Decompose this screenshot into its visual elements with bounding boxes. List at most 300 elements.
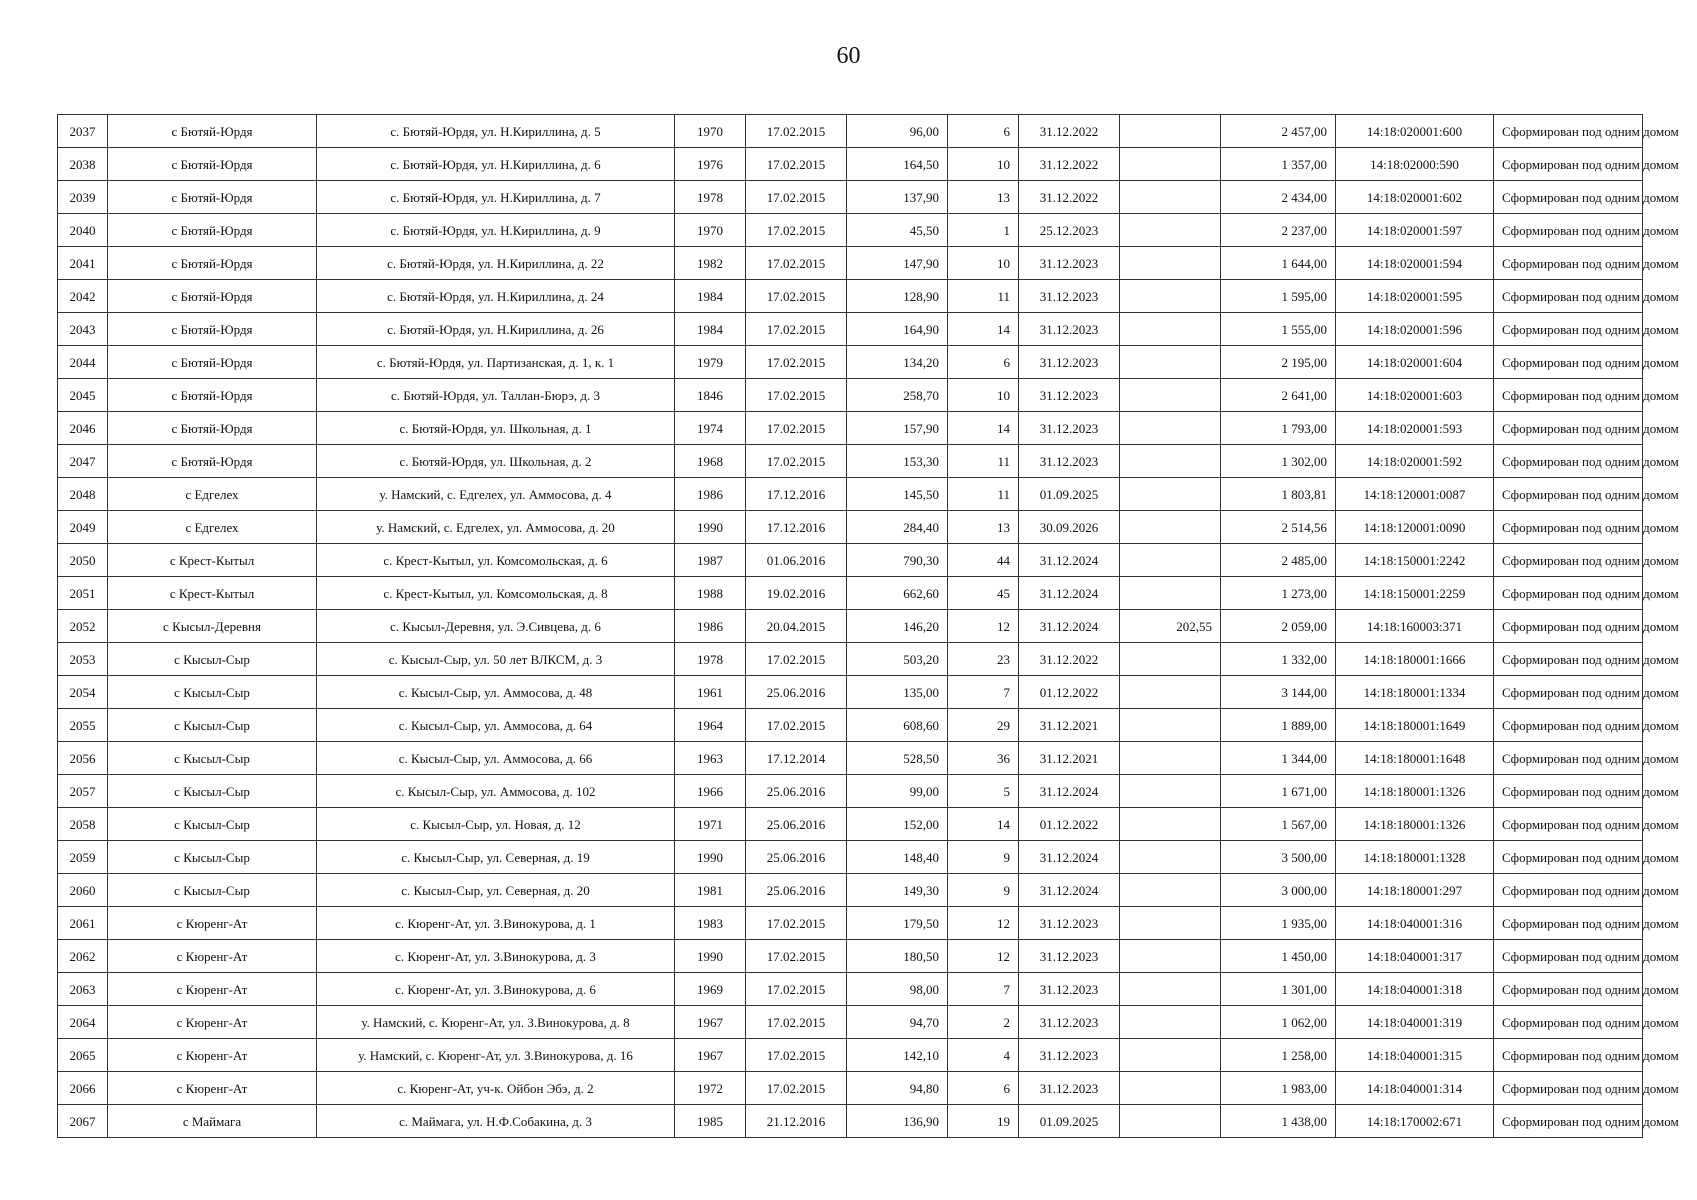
residents-count-cell: 12 xyxy=(948,610,1019,643)
residents-count-cell: 6 xyxy=(948,346,1019,379)
settlement-cell: с Кысыл-Сыр xyxy=(108,874,317,907)
area-cell: 128,90 xyxy=(847,280,948,313)
deadline-cell: 31.12.2024 xyxy=(1019,874,1120,907)
address-cell: у. Намский, с. Кюренг-Ат, ул. З.Винокурова, д. 16 xyxy=(317,1039,675,1072)
area-cell: 98,00 xyxy=(847,973,948,1006)
cadastral-number-cell: 14:18:020001:602 xyxy=(1336,181,1494,214)
row-number-cell: 2062 xyxy=(58,940,108,973)
cadastral-number-cell: 14:18:160003:371 xyxy=(1336,610,1494,643)
land-area-cell: 1 671,00 xyxy=(1221,775,1336,808)
settlement-cell: с Бютяй-Юрдя xyxy=(108,115,317,148)
build-year-cell: 1985 xyxy=(675,1105,746,1138)
land-area-cell: 1 357,00 xyxy=(1221,148,1336,181)
settlement-cell: с Кюренг-Ат xyxy=(108,940,317,973)
extra-area-cell xyxy=(1120,1006,1221,1039)
recognition-date-cell: 17.02.2015 xyxy=(746,445,847,478)
build-year-cell: 1964 xyxy=(675,709,746,742)
settlement-cell: с Едгелех xyxy=(108,478,317,511)
land-area-cell: 1 450,00 xyxy=(1221,940,1336,973)
build-year-cell: 1970 xyxy=(675,115,746,148)
area-cell: 164,90 xyxy=(847,313,948,346)
note-cell: Сформирован под одним домом xyxy=(1494,577,1643,610)
land-area-cell: 1 567,00 xyxy=(1221,808,1336,841)
recognition-date-cell: 17.02.2015 xyxy=(746,907,847,940)
build-year-cell: 1972 xyxy=(675,1072,746,1105)
address-cell: с. Бютяй-Юрдя, ул. Н.Кириллина, д. 6 xyxy=(317,148,675,181)
address-cell: с. Кюренг-Ат, ул. З.Винокурова, д. 3 xyxy=(317,940,675,973)
residents-count-cell: 6 xyxy=(948,1072,1019,1105)
deadline-cell: 31.12.2024 xyxy=(1019,610,1120,643)
settlement-cell: с Кысыл-Сыр xyxy=(108,742,317,775)
area-cell: 99,00 xyxy=(847,775,948,808)
cadastral-number-cell: 14:18:120001:0087 xyxy=(1336,478,1494,511)
build-year-cell: 1984 xyxy=(675,313,746,346)
extra-area-cell xyxy=(1120,379,1221,412)
table-row xyxy=(58,775,1643,808)
row-number-cell: 2040 xyxy=(58,214,108,247)
extra-area-cell xyxy=(1120,247,1221,280)
settlement-cell: с Крест-Кытыл xyxy=(108,577,317,610)
address-cell: с. Бютяй-Юрдя, ул. Н.Кириллина, д. 7 xyxy=(317,181,675,214)
address-cell: с. Кюренг-Ат, ул. З.Винокурова, д. 6 xyxy=(317,973,675,1006)
deadline-cell: 31.12.2023 xyxy=(1019,940,1120,973)
land-area-cell: 1 793,00 xyxy=(1221,412,1336,445)
land-area-cell: 1 803,81 xyxy=(1221,478,1336,511)
extra-area-cell xyxy=(1120,940,1221,973)
settlement-cell: с Кысыл-Сыр xyxy=(108,808,317,841)
recognition-date-cell: 25.06.2016 xyxy=(746,841,847,874)
build-year-cell: 1990 xyxy=(675,841,746,874)
residents-count-cell: 7 xyxy=(948,973,1019,1006)
recognition-date-cell: 17.02.2015 xyxy=(746,115,847,148)
residents-count-cell: 5 xyxy=(948,775,1019,808)
residents-count-cell: 23 xyxy=(948,643,1019,676)
area-cell: 608,60 xyxy=(847,709,948,742)
area-cell: 258,70 xyxy=(847,379,948,412)
recognition-date-cell: 19.02.2016 xyxy=(746,577,847,610)
table-row xyxy=(58,1105,1643,1138)
residents-count-cell: 2 xyxy=(948,1006,1019,1039)
cadastral-number-cell: 14:18:180001:1648 xyxy=(1336,742,1494,775)
row-number-cell: 2060 xyxy=(58,874,108,907)
settlement-cell: с Кюренг-Ат xyxy=(108,907,317,940)
row-number-cell: 2065 xyxy=(58,1039,108,1072)
row-number-cell: 2051 xyxy=(58,577,108,610)
settlement-cell: с Кысыл-Сыр xyxy=(108,775,317,808)
cadastral-number-cell: 14:18:180001:297 xyxy=(1336,874,1494,907)
table-row xyxy=(58,181,1643,214)
build-year-cell: 1976 xyxy=(675,148,746,181)
land-area-cell: 3 144,00 xyxy=(1221,676,1336,709)
deadline-cell: 31.12.2024 xyxy=(1019,775,1120,808)
build-year-cell: 1990 xyxy=(675,511,746,544)
land-area-cell: 1 062,00 xyxy=(1221,1006,1336,1039)
settlement-cell: с Кысыл-Деревня xyxy=(108,610,317,643)
residents-count-cell: 13 xyxy=(948,181,1019,214)
cadastral-number-cell: 14:18:020001:594 xyxy=(1336,247,1494,280)
table-body xyxy=(58,115,1679,1138)
build-year-cell: 1981 xyxy=(675,874,746,907)
cadastral-number-cell: 14:18:020001:600 xyxy=(1336,115,1494,148)
build-year-cell: 1967 xyxy=(675,1039,746,1072)
note-cell: Сформирован под одним домом xyxy=(1494,148,1643,181)
row-number-cell: 2049 xyxy=(58,511,108,544)
row-number-cell: 2054 xyxy=(58,676,108,709)
address-cell: с. Кюренг-Ат, уч-к. Ойбон Эбэ, д. 2 xyxy=(317,1072,675,1105)
table-row xyxy=(58,676,1643,709)
area-cell: 152,00 xyxy=(847,808,948,841)
recognition-date-cell: 17.02.2015 xyxy=(746,940,847,973)
table-row xyxy=(58,214,1643,247)
deadline-cell: 31.12.2022 xyxy=(1019,115,1120,148)
deadline-cell: 31.12.2023 xyxy=(1019,1006,1120,1039)
land-area-cell: 1 273,00 xyxy=(1221,577,1336,610)
land-area-cell: 2 237,00 xyxy=(1221,214,1336,247)
note-cell: Сформирован под одним домом xyxy=(1494,610,1643,643)
address-cell: с. Кысыл-Сыр, ул. 50 лет ВЛКСМ, д. 3 xyxy=(317,643,675,676)
build-year-cell: 1968 xyxy=(675,445,746,478)
note-cell: Сформирован под одним домом xyxy=(1494,346,1643,379)
note-cell: Сформирован под одним домом xyxy=(1494,973,1643,1006)
cadastral-number-cell: 14:18:02000:590 xyxy=(1336,148,1494,181)
area-cell: 135,00 xyxy=(847,676,948,709)
deadline-cell: 31.12.2021 xyxy=(1019,742,1120,775)
address-cell: с. Кысыл-Сыр, ул. Аммосова, д. 102 xyxy=(317,775,675,808)
extra-area-cell xyxy=(1120,775,1221,808)
table-row xyxy=(58,808,1643,841)
recognition-date-cell: 17.12.2016 xyxy=(746,478,847,511)
settlement-cell: с Кюренг-Ат xyxy=(108,973,317,1006)
row-number-cell: 2067 xyxy=(58,1105,108,1138)
build-year-cell: 1966 xyxy=(675,775,746,808)
cadastral-number-cell: 14:18:150001:2259 xyxy=(1336,577,1494,610)
land-area-cell: 1 332,00 xyxy=(1221,643,1336,676)
residents-count-cell: 7 xyxy=(948,676,1019,709)
land-area-cell: 2 641,00 xyxy=(1221,379,1336,412)
recognition-date-cell: 01.06.2016 xyxy=(746,544,847,577)
build-year-cell: 1988 xyxy=(675,577,746,610)
recognition-date-cell: 17.02.2015 xyxy=(746,148,847,181)
deadline-cell: 01.12.2022 xyxy=(1019,676,1120,709)
address-cell: с. Бютяй-Юрдя, ул. Таллан-Бюрэ, д. 3 xyxy=(317,379,675,412)
deadline-cell: 31.12.2021 xyxy=(1019,709,1120,742)
land-area-cell: 2 195,00 xyxy=(1221,346,1336,379)
note-cell: Сформирован под одним домом xyxy=(1494,445,1643,478)
note-cell: Сформирован под одним домом xyxy=(1494,742,1643,775)
residents-count-cell: 4 xyxy=(948,1039,1019,1072)
area-cell: 137,90 xyxy=(847,181,948,214)
area-cell: 662,60 xyxy=(847,577,948,610)
deadline-cell: 01.09.2025 xyxy=(1019,478,1120,511)
cadastral-number-cell: 14:18:170002:671 xyxy=(1336,1105,1494,1138)
deadline-cell: 31.12.2023 xyxy=(1019,379,1120,412)
cadastral-number-cell: 14:18:040001:319 xyxy=(1336,1006,1494,1039)
table-row xyxy=(58,313,1643,346)
residents-count-cell: 36 xyxy=(948,742,1019,775)
deadline-cell: 01.09.2025 xyxy=(1019,1105,1120,1138)
recognition-date-cell: 17.02.2015 xyxy=(746,181,847,214)
build-year-cell: 1970 xyxy=(675,214,746,247)
land-area-cell: 1 889,00 xyxy=(1221,709,1336,742)
address-cell: с. Крест-Кытыл, ул. Комсомольская, д. 8 xyxy=(317,577,675,610)
recognition-date-cell: 17.02.2015 xyxy=(746,709,847,742)
row-number-cell: 2059 xyxy=(58,841,108,874)
row-number-cell: 2039 xyxy=(58,181,108,214)
table-row xyxy=(58,247,1643,280)
table-row xyxy=(58,379,1643,412)
row-number-cell: 2066 xyxy=(58,1072,108,1105)
recognition-date-cell: 20.04.2015 xyxy=(746,610,847,643)
recognition-date-cell: 17.02.2015 xyxy=(746,346,847,379)
deadline-cell: 25.12.2023 xyxy=(1019,214,1120,247)
extra-area-cell xyxy=(1120,973,1221,1006)
area-cell: 145,50 xyxy=(847,478,948,511)
cadastral-number-cell: 14:18:020001:597 xyxy=(1336,214,1494,247)
deadline-cell: 31.12.2023 xyxy=(1019,412,1120,445)
housing-registry-table xyxy=(57,114,1679,1138)
deadline-cell: 31.12.2024 xyxy=(1019,841,1120,874)
address-cell: с. Бютяй-Юрдя, ул. Н.Кириллина, д. 22 xyxy=(317,247,675,280)
row-number-cell: 2061 xyxy=(58,907,108,940)
land-area-cell: 2 457,00 xyxy=(1221,115,1336,148)
area-cell: 179,50 xyxy=(847,907,948,940)
note-cell: Сформирован под одним домом xyxy=(1494,775,1643,808)
settlement-cell: с Маймага xyxy=(108,1105,317,1138)
recognition-date-cell: 17.12.2014 xyxy=(746,742,847,775)
residents-count-cell: 12 xyxy=(948,907,1019,940)
note-cell: Сформирован под одним домом xyxy=(1494,115,1643,148)
build-year-cell: 1987 xyxy=(675,544,746,577)
deadline-cell: 01.12.2022 xyxy=(1019,808,1120,841)
table-row xyxy=(58,907,1643,940)
cadastral-number-cell: 14:18:180001:1666 xyxy=(1336,643,1494,676)
cadastral-number-cell: 14:18:180001:1328 xyxy=(1336,841,1494,874)
row-number-cell: 2058 xyxy=(58,808,108,841)
extra-area-cell xyxy=(1120,1105,1221,1138)
cadastral-number-cell: 14:18:020001:592 xyxy=(1336,445,1494,478)
table-row xyxy=(58,445,1643,478)
settlement-cell: с Едгелех xyxy=(108,511,317,544)
settlement-cell: с Кюренг-Ат xyxy=(108,1039,317,1072)
cadastral-number-cell: 14:18:020001:596 xyxy=(1336,313,1494,346)
land-area-cell: 1 301,00 xyxy=(1221,973,1336,1006)
row-number-cell: 2045 xyxy=(58,379,108,412)
area-cell: 528,50 xyxy=(847,742,948,775)
address-cell: с. Кысыл-Сыр, ул. Северная, д. 19 xyxy=(317,841,675,874)
settlement-cell: с Бютяй-Юрдя xyxy=(108,346,317,379)
table-row xyxy=(58,1072,1643,1105)
row-number-cell: 2048 xyxy=(58,478,108,511)
recognition-date-cell: 17.02.2015 xyxy=(746,412,847,445)
recognition-date-cell: 17.02.2015 xyxy=(746,379,847,412)
recognition-date-cell: 17.02.2015 xyxy=(746,643,847,676)
recognition-date-cell: 25.06.2016 xyxy=(746,874,847,907)
row-number-cell: 2047 xyxy=(58,445,108,478)
settlement-cell: с Кысыл-Сыр xyxy=(108,709,317,742)
area-cell: 136,90 xyxy=(847,1105,948,1138)
land-area-cell: 3 500,00 xyxy=(1221,841,1336,874)
row-number-cell: 2050 xyxy=(58,544,108,577)
build-year-cell: 1961 xyxy=(675,676,746,709)
address-cell: с. Бютяй-Юрдя, ул. Н.Кириллина, д. 9 xyxy=(317,214,675,247)
residents-count-cell: 12 xyxy=(948,940,1019,973)
note-cell: Сформирован под одним домом xyxy=(1494,1006,1643,1039)
land-area-cell: 1 644,00 xyxy=(1221,247,1336,280)
build-year-cell: 1846 xyxy=(675,379,746,412)
cadastral-number-cell: 14:18:020001:595 xyxy=(1336,280,1494,313)
extra-area-cell xyxy=(1120,676,1221,709)
cadastral-number-cell: 14:18:040001:317 xyxy=(1336,940,1494,973)
note-cell: Сформирован под одним домом xyxy=(1494,676,1643,709)
extra-area-cell xyxy=(1120,214,1221,247)
deadline-cell: 31.12.2023 xyxy=(1019,313,1120,346)
extra-area-cell xyxy=(1120,115,1221,148)
recognition-date-cell: 17.02.2015 xyxy=(746,214,847,247)
note-cell: Сформирован под одним домом xyxy=(1494,1072,1643,1105)
address-cell: с. Бютяй-Юрдя, ул. Партизанская, д. 1, к. 1 xyxy=(317,346,675,379)
area-cell: 149,30 xyxy=(847,874,948,907)
extra-area-cell: 202,55 xyxy=(1120,610,1221,643)
row-number-cell: 2063 xyxy=(58,973,108,1006)
note-cell: Сформирован под одним домом xyxy=(1494,808,1643,841)
land-area-cell: 2 059,00 xyxy=(1221,610,1336,643)
note-cell: Сформирован под одним домом xyxy=(1494,1105,1643,1138)
area-cell: 153,30 xyxy=(847,445,948,478)
deadline-cell: 31.12.2022 xyxy=(1019,181,1120,214)
address-cell: у. Намский, с. Кюренг-Ат, ул. З.Винокурова, д. 8 xyxy=(317,1006,675,1039)
extra-area-cell xyxy=(1120,643,1221,676)
row-number-cell: 2043 xyxy=(58,313,108,346)
deadline-cell: 31.12.2023 xyxy=(1019,907,1120,940)
note-cell: Сформирован под одним домом xyxy=(1494,511,1643,544)
recognition-date-cell: 17.02.2015 xyxy=(746,247,847,280)
note-cell: Сформирован под одним домом xyxy=(1494,478,1643,511)
note-cell: Сформирован под одним домом xyxy=(1494,280,1643,313)
area-cell: 45,50 xyxy=(847,214,948,247)
residents-count-cell: 1 xyxy=(948,214,1019,247)
settlement-cell: с Бютяй-Юрдя xyxy=(108,247,317,280)
extra-area-cell xyxy=(1120,181,1221,214)
cadastral-number-cell: 14:18:040001:314 xyxy=(1336,1072,1494,1105)
row-number-cell: 2055 xyxy=(58,709,108,742)
settlement-cell: с Бютяй-Юрдя xyxy=(108,379,317,412)
land-area-cell: 1 302,00 xyxy=(1221,445,1336,478)
row-number-cell: 2037 xyxy=(58,115,108,148)
settlement-cell: с Бютяй-Юрдя xyxy=(108,214,317,247)
table-row xyxy=(58,280,1643,313)
table-row xyxy=(58,115,1643,148)
address-cell: с. Кысыл-Сыр, ул. Новая, д. 12 xyxy=(317,808,675,841)
recognition-date-cell: 17.02.2015 xyxy=(746,1039,847,1072)
residents-count-cell: 9 xyxy=(948,874,1019,907)
note-cell: Сформирован под одним домом xyxy=(1494,907,1643,940)
settlement-cell: с Бютяй-Юрдя xyxy=(108,280,317,313)
land-area-cell: 1 935,00 xyxy=(1221,907,1336,940)
extra-area-cell xyxy=(1120,511,1221,544)
settlement-cell: с Кысыл-Сыр xyxy=(108,841,317,874)
address-cell: с. Кысыл-Сыр, ул. Аммосова, д. 48 xyxy=(317,676,675,709)
residents-count-cell: 10 xyxy=(948,247,1019,280)
extra-area-cell xyxy=(1120,808,1221,841)
build-year-cell: 1990 xyxy=(675,940,746,973)
table-row xyxy=(58,478,1643,511)
note-cell: Сформирован под одним домом xyxy=(1494,709,1643,742)
settlement-cell: с Крест-Кытыл xyxy=(108,544,317,577)
row-number-cell: 2064 xyxy=(58,1006,108,1039)
deadline-cell: 31.12.2023 xyxy=(1019,247,1120,280)
page-number: 60 xyxy=(836,43,861,69)
note-cell: Сформирован под одним домом xyxy=(1494,214,1643,247)
land-area-cell: 1 983,00 xyxy=(1221,1072,1336,1105)
build-year-cell: 1986 xyxy=(675,478,746,511)
row-number-cell: 2046 xyxy=(58,412,108,445)
address-cell: у. Намский, с. Едгелех, ул. Аммосова, д. 20 xyxy=(317,511,675,544)
table-row xyxy=(58,973,1643,1006)
address-cell: с. Бютяй-Юрдя, ул. Школьная, д. 2 xyxy=(317,445,675,478)
deadline-cell: 31.12.2023 xyxy=(1019,280,1120,313)
deadline-cell: 31.12.2022 xyxy=(1019,148,1120,181)
address-cell: с. Бютяй-Юрдя, ул. Н.Кириллина, д. 24 xyxy=(317,280,675,313)
deadline-cell: 31.12.2023 xyxy=(1019,346,1120,379)
area-cell: 284,40 xyxy=(847,511,948,544)
residents-count-cell: 14 xyxy=(948,808,1019,841)
extra-area-cell xyxy=(1120,313,1221,346)
settlement-cell: с Бютяй-Юрдя xyxy=(108,313,317,346)
recognition-date-cell: 25.06.2016 xyxy=(746,808,847,841)
deadline-cell: 31.12.2023 xyxy=(1019,445,1120,478)
area-cell: 146,20 xyxy=(847,610,948,643)
cadastral-number-cell: 14:18:150001:2242 xyxy=(1336,544,1494,577)
extra-area-cell xyxy=(1120,478,1221,511)
extra-area-cell xyxy=(1120,1072,1221,1105)
cadastral-number-cell: 14:18:180001:1334 xyxy=(1336,676,1494,709)
deadline-cell: 31.12.2022 xyxy=(1019,643,1120,676)
table-row xyxy=(58,544,1643,577)
extra-area-cell xyxy=(1120,1039,1221,1072)
recognition-date-cell: 17.02.2015 xyxy=(746,313,847,346)
cadastral-number-cell: 14:18:120001:0090 xyxy=(1336,511,1494,544)
area-cell: 148,40 xyxy=(847,841,948,874)
settlement-cell: с Бютяй-Юрдя xyxy=(108,445,317,478)
cadastral-number-cell: 14:18:180001:1326 xyxy=(1336,808,1494,841)
residents-count-cell: 11 xyxy=(948,280,1019,313)
deadline-cell: 31.12.2023 xyxy=(1019,1072,1120,1105)
land-area-cell: 2 434,00 xyxy=(1221,181,1336,214)
area-cell: 147,90 xyxy=(847,247,948,280)
land-area-cell: 1 258,00 xyxy=(1221,1039,1336,1072)
land-area-cell: 2 485,00 xyxy=(1221,544,1336,577)
build-year-cell: 1969 xyxy=(675,973,746,1006)
settlement-cell: с Бютяй-Юрдя xyxy=(108,412,317,445)
note-cell: Сформирован под одним домом xyxy=(1494,379,1643,412)
area-cell: 96,00 xyxy=(847,115,948,148)
extra-area-cell xyxy=(1120,907,1221,940)
table-row xyxy=(58,643,1643,676)
recognition-date-cell: 17.02.2015 xyxy=(746,1006,847,1039)
extra-area-cell xyxy=(1120,742,1221,775)
address-cell: с. Кысыл-Деревня, ул. Э.Сивцева, д. 6 xyxy=(317,610,675,643)
note-cell: Сформирован под одним домом xyxy=(1494,643,1643,676)
row-number-cell: 2044 xyxy=(58,346,108,379)
residents-count-cell: 14 xyxy=(948,313,1019,346)
extra-area-cell xyxy=(1120,874,1221,907)
extra-area-cell xyxy=(1120,280,1221,313)
note-cell: Сформирован под одним домом xyxy=(1494,1039,1643,1072)
recognition-date-cell: 17.02.2015 xyxy=(746,973,847,1006)
table-row xyxy=(58,940,1643,973)
deadline-cell: 30.09.2026 xyxy=(1019,511,1120,544)
build-year-cell: 1971 xyxy=(675,808,746,841)
